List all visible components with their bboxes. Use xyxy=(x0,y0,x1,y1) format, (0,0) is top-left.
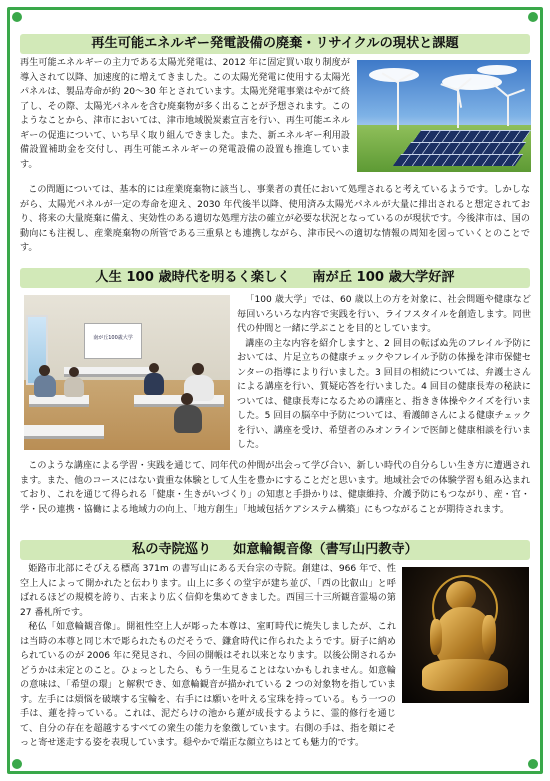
paragraph: 講座の主な内容を紹介しますと、2 回目の転ばぬ先のフレイル予防においては、片足立ちの健康チェックやフレイル予防の体操を津市保健センターの指導により行いました。3 回目の相続については、弁護士さんによる講座を行い、質疑応答を行いました。4 回目の健康長寿の秘訣については、健康長寿になるための講座と、指きき体操やクイズを行いました。5 回目の脳卒中予防については、看護師さんによる健康チェックを行い、講座を受け、希望者のみオンラインで医師と健康相談を行いました。 xyxy=(237,338,531,450)
corner-ornament xyxy=(528,12,538,22)
article-text-renewable-2 xyxy=(20,183,530,257)
paragraph: この問題については、基本的には産業廃棄物に該当し、事業者の責任において処理されると考えているようです。しかしながら、太陽光パネルが一定の寿命を迎え、2030 年代後半以降、使用済み太陽光パネルが大量に排出されると想定されており、将来の大量廃棄に備え、実効性のある適切な処理方法の確立が必要な状況となっているのが現状です。今後津市は、国の動向にも注視し、産業廃棄物の所管である三重県とも連携しながら、津市民への適切な情報の周知を図っていくとのことです。 xyxy=(20,185,530,253)
solar-farm-photo xyxy=(357,60,531,172)
article-text-university-2 xyxy=(20,459,530,531)
section-heading-subtext: 南が丘 100 歳大学好評 xyxy=(312,270,455,285)
section-heading-text: 私の寺院巡り xyxy=(132,542,212,557)
section-heading-temple xyxy=(20,540,530,560)
classroom-photo xyxy=(24,295,230,450)
section-heading-renewable xyxy=(20,34,530,54)
article-text-temple-1 xyxy=(20,562,396,748)
nyoirin-kannon-photo xyxy=(402,567,529,703)
paragraph: 姫路市北部にそびえる標高 371m の書写山にある天台宗の寺院。創建は、966 年で、性空上人によって開かれたと伝わります。山上に多くの堂宇が建ち並び、「西の比叡山」と呼ばれるほどの規模を誇り、古来より広く信仰を集めてきました。西国三十三所観音霊場の第 27 番札所です。 xyxy=(20,564,396,618)
paragraph: 秘仏「如意輪観音像」。開祖性空上人が彫った本尊は、室町時代に焼失しましたが、これは当時の本尊と同じ木で彫られたものだそうで、鎌倉時代に作られたようです。厨子に納められているのが 2006 年に発見され、今回の開帳はそれ以来となります。以後公開されるかどうかは未定とのこと。ひょっとしたら、もう一生見ることはないかもしれません。如意輪の意味は、「希望の環」と解釈でき、如意輪観音が描かれている 2 つの対象物を指しています。左手には煩悩を破壊する宝輪を、右手には願いを叶える宝珠を持っている。もう一つの手は、蓮を持っている。これは、泥だらけの池から蓮が成長するように、霊的修行を通じて、自分の存在を超越するすべての衆生の能力を象徴しています。右側の手は、指を頬にそっと寄せ迷走する姿を表現しています。穏やかで端正な顔立ちはとても魅力的です。 xyxy=(20,622,396,748)
section-heading-text: 人生 100 歳時代を明るく楽しく xyxy=(95,270,291,285)
corner-ornament xyxy=(12,12,22,22)
article-text-university-1 xyxy=(237,293,531,458)
paragraph: このような講座による学習・実践を通じて、同年代の仲間が出会って学び合い、新しい時代の自分らしい生き方に遭遇されます。また、他のコースにはない貴重な体験として人生を豊かにすることだと思います。地域社会での体験学習も組み込まれており、これを通じて得られる「健康・生きがいづくり」の知恵と手掛かりは、健康維持、介護予防にもつながり、産・官・学・民の連携・協働による地域力の向上、「地方創生」「地域包括ケアシステム構築」にもつながることが期待されます。 xyxy=(20,461,530,515)
section-heading-text: 再生可能エネルギー発電設備の廃棄・リサイクルの現状と課題 xyxy=(91,36,459,51)
paragraph: 再生可能エネルギーの主力である太陽光発電は、2012 年に固定買い取り制度が導入されて以降、加速度的に増えてきました。この太陽光発電に使用する太陽光パネルは、製品寿命が約 20〜30 年とされています。太陽光発電事業はやがて終了し、その際、太陽光パネルを含む廃棄物が多く出ることが予想されます。このようなことから、津市においては、津市地域脱炭素宣言を行い、再生可能エネルギーの促進について、いち早く取り組んできました。また、新エネルギー利用設備設置補助金を交付し、再生可能エネルギーの発電設備の設置も推進しています。 xyxy=(20,58,350,170)
section-heading-subtext: 如意輪観音像（書写山円教寺） xyxy=(233,542,418,557)
classroom-banner: 南が丘100歳大学 xyxy=(93,335,133,341)
paragraph: 「100 歳大学」では、60 歳以上の方を対象に、社会問題や健康など毎回いろいろな内容で実践を行い、ライフスタイルを創造します。同世代の仲間と一緒に学ぶことを目的としています。 xyxy=(237,295,531,334)
section-heading-university xyxy=(20,268,530,288)
article-text-renewable-1 xyxy=(20,56,350,183)
article-text-temple-2 xyxy=(20,692,530,768)
